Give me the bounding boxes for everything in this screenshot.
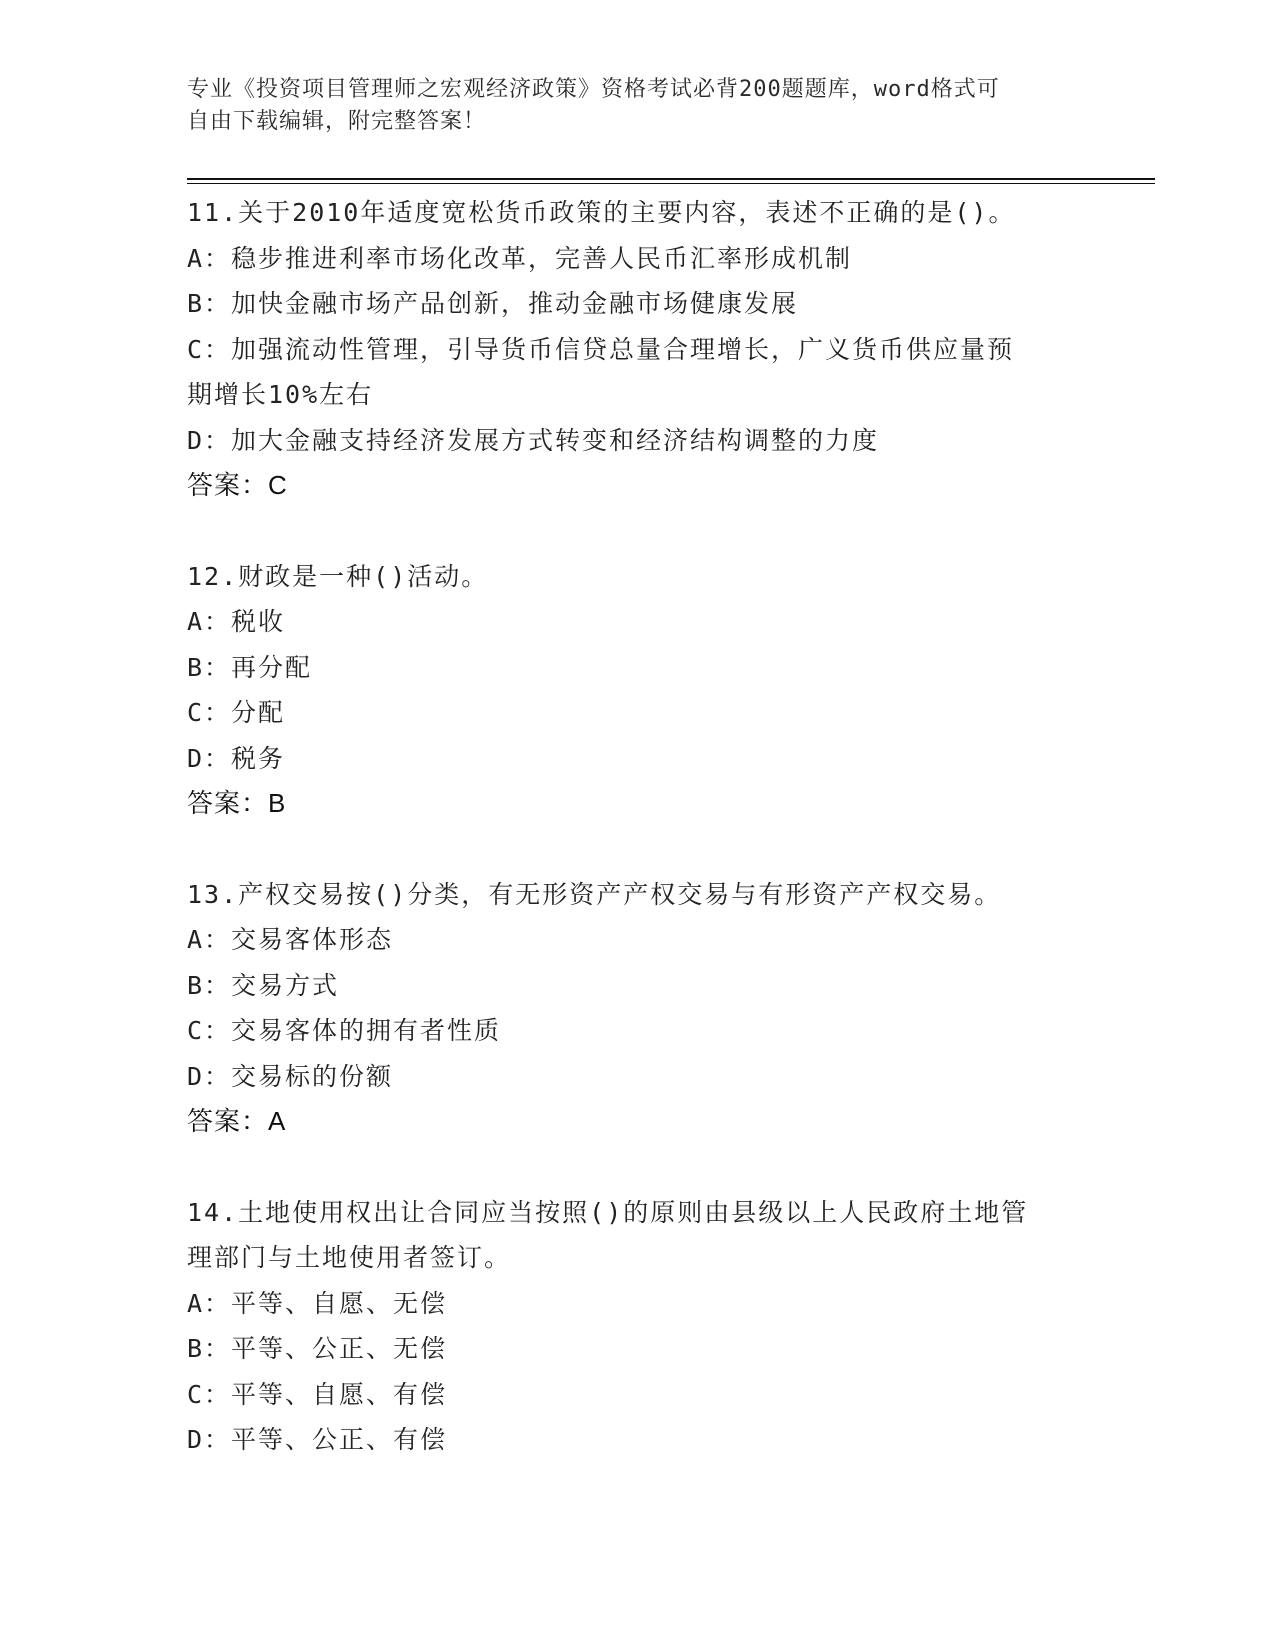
option-a: A：平等、自愿、无偿: [187, 1288, 448, 1318]
question-12: [187, 554, 1087, 827]
header-line-1: 专业《投资项目管理师之宏观经济政策》资格考试必背200题题库，word格式可: [187, 77, 1000, 102]
option-b: B：交易方式: [187, 970, 340, 1000]
question-stem-continuation: 理部门与土地使用者签订。: [187, 1243, 512, 1272]
question-stem: 12.财政是一种()活动。: [187, 561, 489, 591]
question-11: [187, 190, 1087, 509]
document-header: [187, 74, 1087, 138]
option-d: D：税务: [187, 743, 286, 773]
question-list: [187, 190, 1087, 1508]
option-a: A：交易客体形态: [187, 925, 394, 954]
option-b: B：平等、公正、无偿: [187, 1334, 448, 1363]
option-a: A：稳步推进利率市场化改革，完善人民币汇率形成机制: [187, 243, 853, 273]
question-14: [187, 1190, 1087, 1463]
header-line-2: 自由下载编辑，附完整答案！: [187, 109, 487, 134]
answer-label: 答案：C: [187, 470, 288, 500]
answer-label: 答案：A: [187, 1106, 287, 1136]
header-rule-thick: [187, 178, 1155, 180]
question-stem: 11.关于2010年适度宽松货币政策的主要内容，表述不正确的是()。: [187, 198, 1016, 227]
question-stem: 13.产权交易按()分类，有无形资产产权交易与有形资产产权交易。: [187, 879, 1002, 909]
option-c: C：平等、自愿、有偿: [187, 1379, 448, 1409]
answer-label: 答案：B: [187, 788, 287, 818]
header-rule-thin: [187, 183, 1155, 184]
option-d: D：平等、公正、有偿: [187, 1425, 448, 1454]
option-b: B：再分配: [187, 652, 313, 682]
option-c: C：加强流动性管理，引导货币信贷总量合理增长，广义货币供应量预: [187, 334, 1015, 364]
question-13: [187, 872, 1087, 1145]
option-d: D：加大金融支持经济发展方式转变和经济结构调整的力度: [187, 425, 880, 455]
option-c: C：分配: [187, 698, 286, 727]
option-a: A：税收: [187, 607, 286, 636]
option-c-continuation: 期增长10%左右: [187, 380, 374, 409]
option-d: D：交易标的份额: [187, 1061, 394, 1091]
question-stem: 14.土地使用权出让合同应当按照()的原则由县级以上人民政府土地管: [187, 1197, 1029, 1227]
option-c: C：交易客体的拥有者性质: [187, 1016, 502, 1045]
option-b: B：加快金融市场产品创新，推动金融市场健康发展: [187, 289, 799, 318]
